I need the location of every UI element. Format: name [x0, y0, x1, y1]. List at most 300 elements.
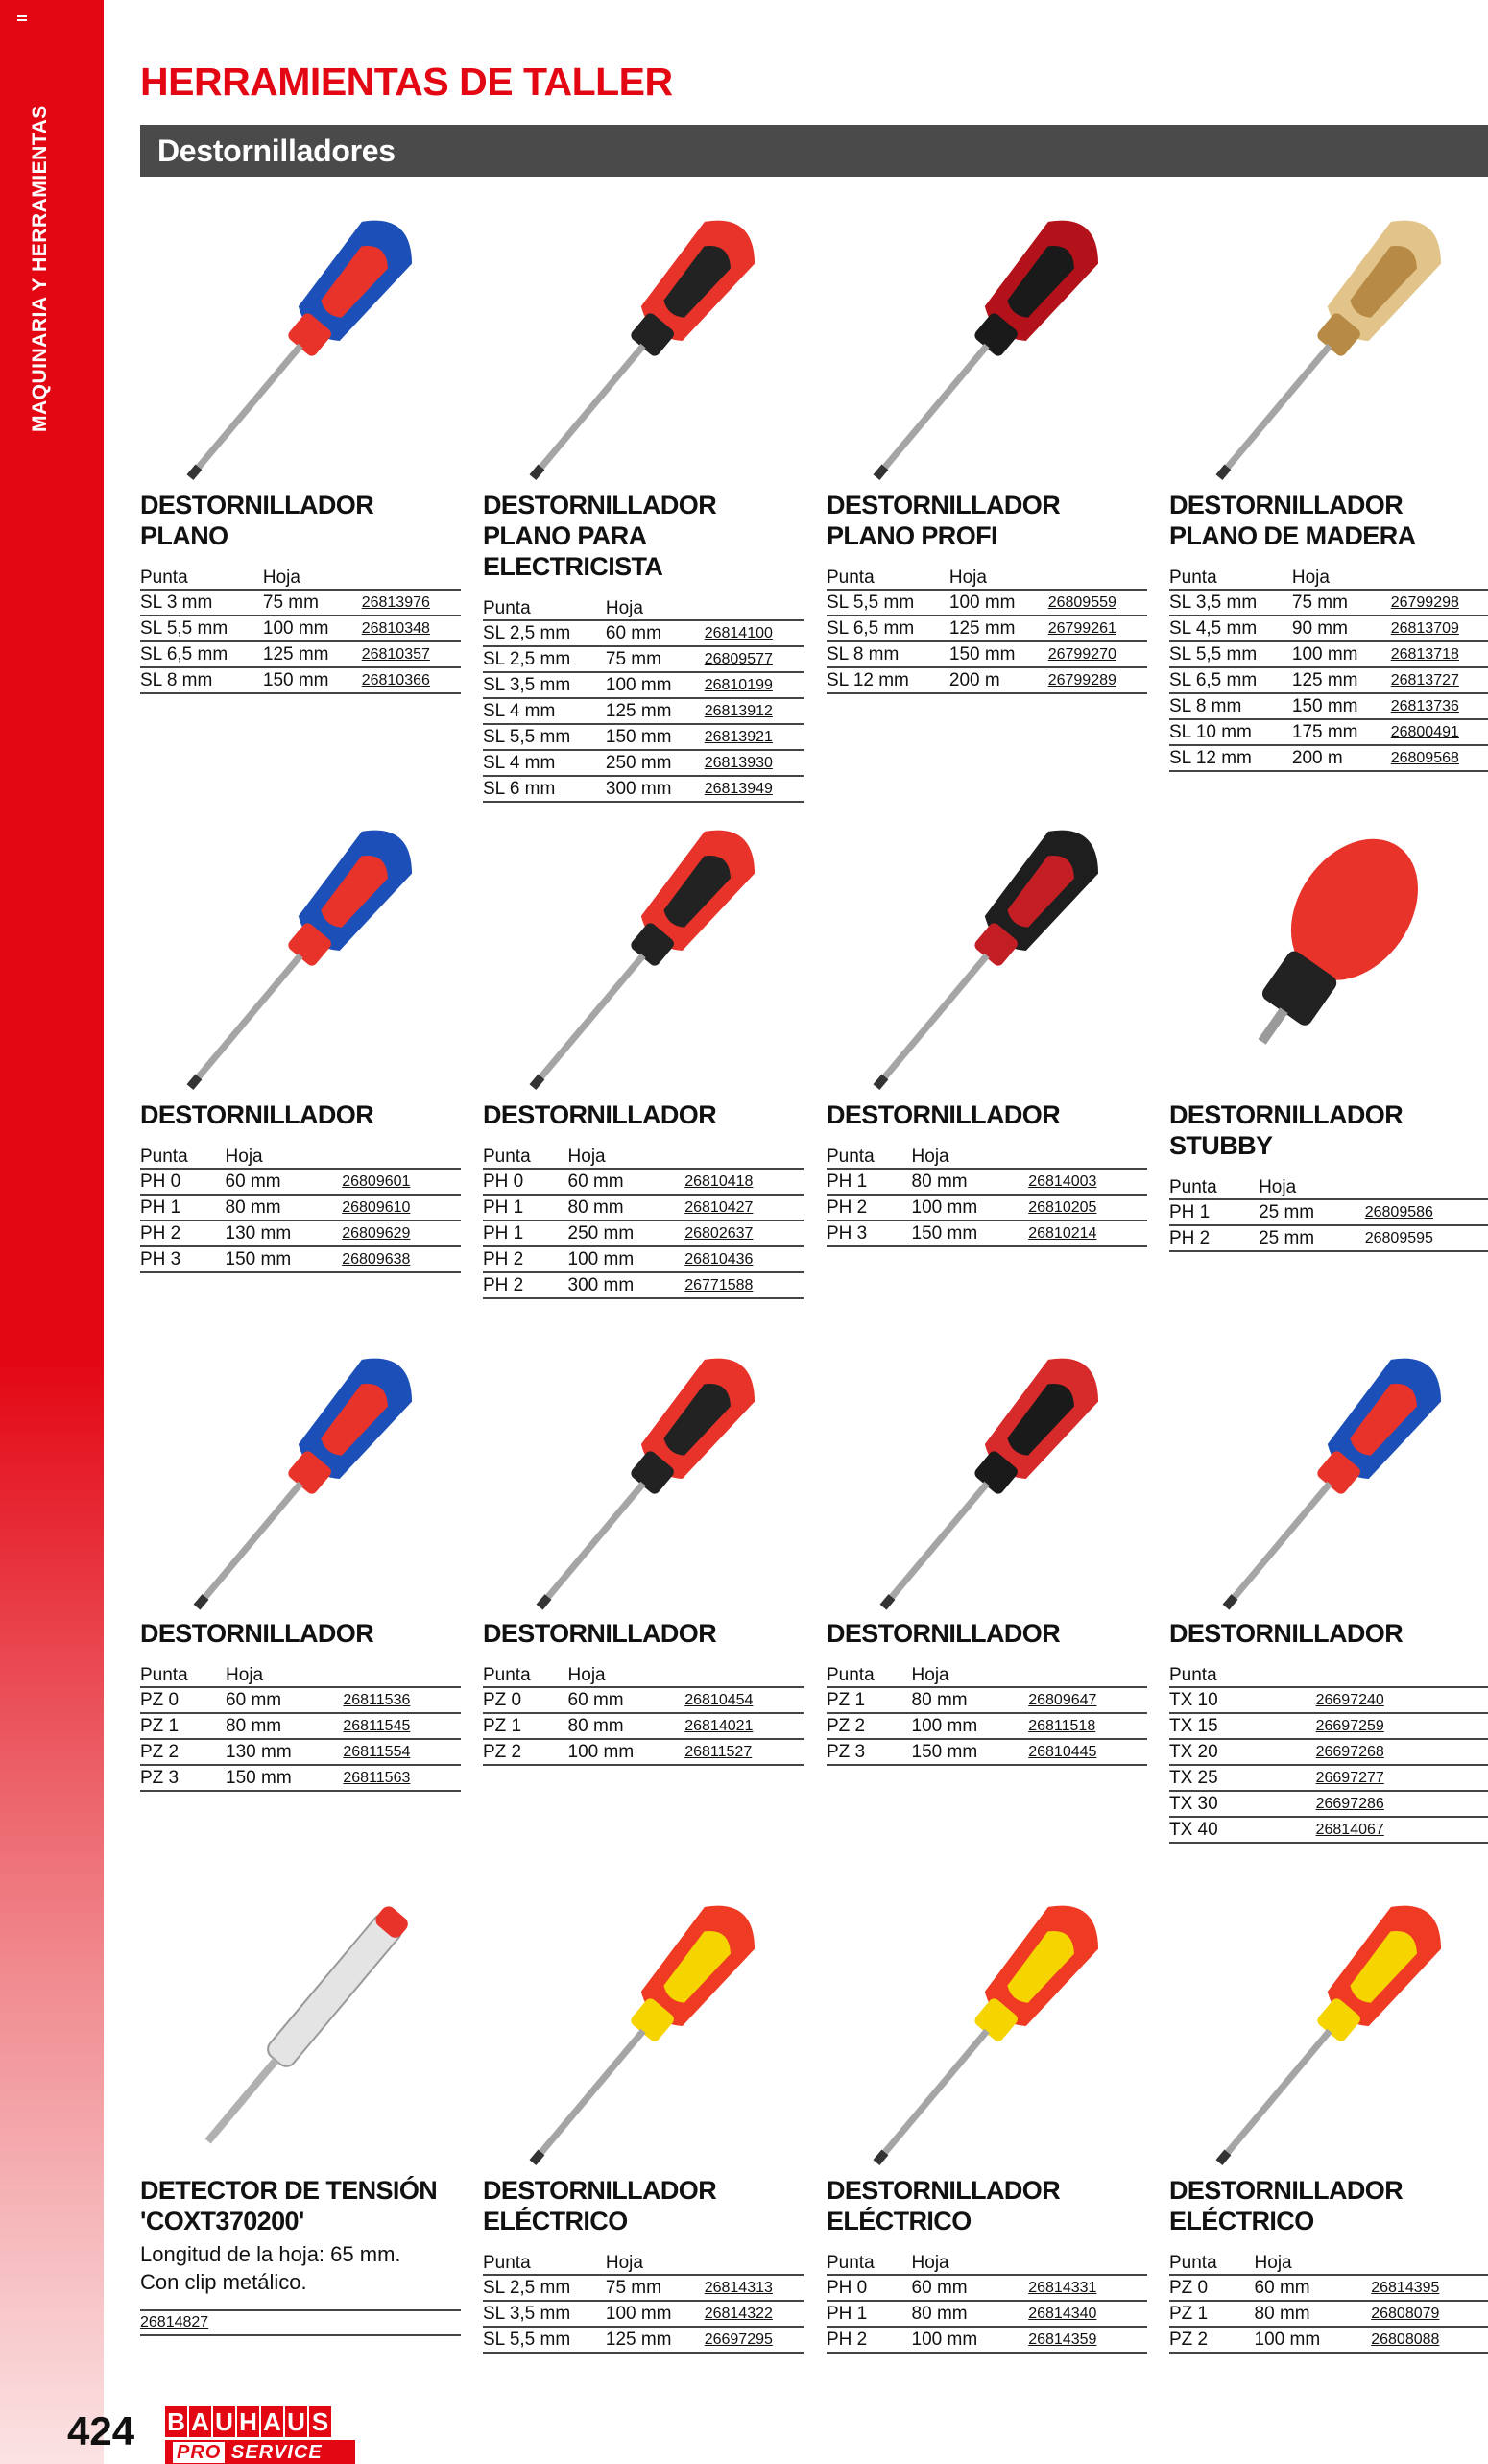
product-image	[483, 1349, 804, 1618]
menu-icon	[17, 15, 27, 21]
tip-size: PH 1	[483, 1195, 568, 1220]
page-number: 424	[67, 2408, 135, 2453]
tip-size: SL 4,5 mm	[1169, 616, 1292, 641]
blade-length: 150 mm	[912, 1220, 1025, 1246]
article-code[interactable]: 26814322	[701, 2301, 804, 2327]
spec-table	[827, 1662, 1147, 1766]
column-header: Punta	[140, 568, 188, 588]
table-row	[483, 672, 804, 698]
table-row	[483, 724, 804, 750]
article-code[interactable]: 26799270	[1044, 641, 1147, 667]
column-header: Hoja	[226, 1665, 264, 1685]
column-header	[1024, 1662, 1147, 1687]
table-row	[483, 2301, 804, 2327]
tip-size: PH 2	[140, 1220, 226, 1246]
blade-length: 80 mm	[912, 2301, 1025, 2327]
spec-table	[483, 1662, 804, 1766]
article-code[interactable]: 26814827	[140, 2309, 461, 2336]
tip-size: SL 8 mm	[827, 641, 949, 667]
product-title: DESTORNILLADOR ELÉCTRICO	[827, 2176, 1061, 2235]
logo-letter: S	[309, 2406, 331, 2437]
spec-table	[1169, 1174, 1488, 1252]
column-header: Punta	[1169, 1665, 1217, 1685]
article-code[interactable]: 26809601	[338, 1169, 461, 1195]
tip-size: SL 10 mm	[1169, 719, 1292, 745]
spec-table	[483, 595, 804, 803]
spec-table	[827, 565, 1147, 694]
product-title: DESTORNILLADOR	[1169, 1619, 1404, 1648]
tip-size: SL 6,5 mm	[140, 641, 263, 667]
column-header: Punta	[1169, 1177, 1217, 1197]
table-row	[827, 1739, 1147, 1765]
article-code[interactable]: 26771588	[681, 1272, 804, 1298]
blade-length: 100 mm	[606, 2301, 701, 2327]
article-code[interactable]: 26799289	[1044, 667, 1147, 693]
tip-size: PZ 3	[827, 1739, 912, 1765]
tip-size: PZ 1	[827, 1687, 912, 1713]
tip-size: SL 4 mm	[483, 750, 606, 776]
article-code[interactable]: 26809577	[701, 646, 804, 672]
column-header: Hoja	[911, 2253, 949, 2273]
spec-table	[827, 2250, 1147, 2354]
sidebar-label: MAQUINARIA Y HERRAMIENTAS	[29, 105, 51, 432]
blade-length: 250 mm	[568, 1220, 682, 1246]
article-code[interactable]: 26697295	[701, 2327, 804, 2353]
tip-size: SL 12 mm	[1169, 745, 1292, 771]
product-card	[1169, 1349, 1488, 1844]
table-row	[827, 1169, 1147, 1195]
tip-size: PZ 3	[140, 1765, 226, 1791]
column-header: Hoja	[262, 568, 300, 588]
side-band	[0, 0, 104, 2464]
blade-length: 75 mm	[606, 646, 701, 672]
table-row	[483, 1246, 804, 1272]
article-code[interactable]: 26811563	[339, 1765, 461, 1791]
product-image	[140, 1349, 461, 1618]
table-row	[827, 667, 1147, 693]
tip-size: PH 0	[827, 2275, 912, 2301]
article-code[interactable]: 26697277	[1312, 1765, 1488, 1791]
blade-length: 200 m	[1292, 745, 1387, 771]
column-header	[1387, 565, 1488, 590]
table-row	[140, 616, 461, 641]
article-code[interactable]: 26810199	[701, 672, 804, 698]
blade-length: 125 mm	[949, 616, 1044, 641]
column-header	[1024, 2250, 1147, 2275]
blade-length	[1295, 1817, 1312, 1843]
product-title: DESTORNILLADOR ELÉCTRICO	[483, 2176, 717, 2235]
blade-length	[1295, 1739, 1312, 1765]
article-code[interactable]: 26810214	[1024, 1220, 1147, 1246]
article-code[interactable]: 26810427	[681, 1195, 804, 1220]
table-row	[1169, 693, 1488, 719]
product-title: DESTORNILLADOR	[483, 1100, 717, 1129]
tip-size: PH 2	[827, 1195, 912, 1220]
blade-length: 125 mm	[263, 641, 358, 667]
column-header: Punta	[483, 598, 531, 618]
article-code[interactable]: 26810205	[1024, 1195, 1147, 1220]
article-code[interactable]: 26799298	[1387, 590, 1488, 616]
table-row	[1169, 1739, 1488, 1765]
tip-size: PZ 2	[483, 1739, 568, 1765]
article-code[interactable]: 26814021	[681, 1713, 804, 1739]
blade-length: 25 mm	[1259, 1199, 1361, 1225]
tip-size: SL 6,5 mm	[827, 616, 949, 641]
column-header: Punta	[827, 1147, 875, 1167]
blade-length: 300 mm	[568, 1272, 682, 1298]
blade-length: 150 mm	[263, 667, 358, 693]
table-row	[1169, 1765, 1488, 1791]
tip-size: PZ 2	[1169, 2327, 1255, 2353]
tip-size: PZ 2	[827, 1713, 912, 1739]
blade-length: 80 mm	[912, 1169, 1025, 1195]
blade-length: 150 mm	[1292, 693, 1387, 719]
product-card	[140, 811, 461, 1273]
product-image	[140, 811, 461, 1099]
article-code[interactable]: 26809610	[338, 1195, 461, 1220]
table-row	[1169, 641, 1488, 667]
product-card	[140, 1887, 461, 2336]
blade-length: 100 mm	[912, 1713, 1025, 1739]
tip-size: SL 5,5 mm	[827, 590, 949, 616]
article-code[interactable]: 26814313	[701, 2275, 804, 2301]
blade-length: 100 mm	[1292, 641, 1387, 667]
product-card	[1169, 1887, 1488, 2354]
column-header	[681, 1662, 804, 1687]
table-row	[140, 1195, 461, 1220]
column-header: Punta	[140, 1665, 188, 1685]
table-row	[483, 2327, 804, 2353]
column-header: Punta	[827, 2253, 875, 2273]
table-row	[483, 1739, 804, 1765]
product-title: DESTORNILLADOR	[140, 1100, 374, 1129]
page-title: HERRAMIENTAS DE TALLER	[140, 60, 673, 104]
article-code[interactable]: 26814067	[1312, 1817, 1488, 1843]
tip-size: SL 8 mm	[140, 667, 263, 693]
product-card	[483, 202, 804, 803]
product-image	[483, 1887, 804, 2175]
product-image	[827, 1349, 1147, 1618]
article-code[interactable]: 26811527	[681, 1739, 804, 1765]
article-code[interactable]: 26813736	[1387, 693, 1488, 719]
article-code[interactable]: 26810436	[681, 1246, 804, 1272]
tip-size: PH 0	[483, 1169, 568, 1195]
column-header	[1044, 565, 1147, 590]
product-card	[483, 811, 804, 1299]
product-image	[1169, 811, 1488, 1099]
table-row	[827, 616, 1147, 641]
tip-size: SL 5,5 mm	[1169, 641, 1292, 667]
blade-length: 75 mm	[263, 590, 358, 616]
spec-table	[483, 1144, 804, 1299]
column-header: Punta	[140, 1147, 188, 1167]
tip-size: SL 12 mm	[827, 667, 949, 693]
article-code[interactable]: 26814003	[1024, 1169, 1147, 1195]
blade-length: 80 mm	[568, 1713, 682, 1739]
blade-length: 300 mm	[606, 776, 701, 802]
article-code[interactable]: 26814331	[1024, 2275, 1147, 2301]
product-description: Con clip metálico.	[140, 2270, 307, 2294]
product-card	[827, 1887, 1147, 2354]
table-row	[827, 2327, 1147, 2353]
table-row	[140, 1713, 461, 1739]
product-card	[1169, 202, 1488, 772]
tip-size: PZ 1	[1169, 2301, 1255, 2327]
article-code[interactable]: 26697286	[1312, 1791, 1488, 1817]
blade-length: 100 mm	[568, 1246, 682, 1272]
tip-size: TX 15	[1169, 1713, 1295, 1739]
column-header	[701, 2250, 804, 2275]
table-row	[483, 776, 804, 802]
column-header: Punta	[1169, 2253, 1217, 2273]
product-card	[140, 202, 461, 694]
product-card	[483, 1349, 804, 1766]
blade-length: 60 mm	[568, 1687, 682, 1713]
blade-length: 200 m	[949, 667, 1044, 693]
article-code[interactable]: 26813727	[1387, 667, 1488, 693]
article-code[interactable]: 26813976	[358, 590, 461, 616]
section-title: Destornilladores	[140, 125, 1488, 177]
table-row	[140, 667, 461, 693]
table-row	[827, 1220, 1147, 1246]
blade-length	[1295, 1765, 1312, 1791]
brand-logo: B A U H A U S PRO SERVICE	[165, 2406, 357, 2464]
column-header: Hoja	[1259, 1177, 1297, 1197]
table-row	[1169, 1687, 1488, 1713]
article-code[interactable]: 26814395	[1367, 2275, 1488, 2301]
article-code[interactable]: 26813912	[701, 698, 804, 724]
tip-size: SL 8 mm	[1169, 693, 1292, 719]
blade-length: 125 mm	[606, 2327, 701, 2353]
blade-length: 150 mm	[226, 1246, 339, 1272]
table-row	[140, 1739, 461, 1765]
column-header	[338, 1144, 461, 1169]
tip-size: PZ 0	[1169, 2275, 1255, 2301]
blade-length: 60 mm	[568, 1169, 682, 1195]
article-code[interactable]: 26697259	[1312, 1713, 1488, 1739]
tip-size: PZ 2	[140, 1739, 226, 1765]
table-row	[483, 698, 804, 724]
blade-length: 80 mm	[1255, 2301, 1368, 2327]
product-title: DESTORNILLADOR PLANO	[140, 491, 374, 550]
blade-length: 130 mm	[226, 1739, 339, 1765]
table-row	[1169, 1791, 1488, 1817]
column-header: Hoja	[605, 2253, 643, 2273]
article-code[interactable]: 26809568	[1387, 745, 1488, 771]
tip-size: PH 3	[140, 1246, 226, 1272]
spec-table	[483, 2250, 804, 2354]
column-header: Hoja	[1254, 2253, 1292, 2273]
tip-size: PH 1	[827, 2301, 912, 2327]
spec-table	[140, 1144, 461, 1273]
column-header: Hoja	[225, 1147, 263, 1167]
blade-length: 100 mm	[568, 1739, 682, 1765]
tip-size: PH 2	[827, 2327, 912, 2353]
product-card	[827, 811, 1147, 1247]
column-header: Punta	[483, 2253, 531, 2273]
tip-size: PH 0	[140, 1169, 226, 1195]
product-title: DETECTOR DE TENSIÓN 'COXT370200'	[140, 2176, 438, 2235]
table-row	[827, 1687, 1147, 1713]
spec-table	[140, 1662, 461, 1792]
logo-letter: U	[213, 2406, 235, 2437]
tip-size: SL 6 mm	[483, 776, 606, 802]
article-code[interactable]: 26802637	[681, 1220, 804, 1246]
article-code[interactable]: 26809638	[338, 1246, 461, 1272]
article-code[interactable]: 26813709	[1387, 616, 1488, 641]
article-code[interactable]: 26811536	[339, 1687, 461, 1713]
tip-size: SL 6,5 mm	[1169, 667, 1292, 693]
product-image	[1169, 202, 1488, 490]
product-title: DESTORNILLADOR STUBBY	[1169, 1100, 1404, 1160]
blade-length: 80 mm	[226, 1713, 339, 1739]
blade-length	[1295, 1713, 1312, 1739]
article-code[interactable]: 26810454	[681, 1687, 804, 1713]
column-header: Hoja	[948, 568, 987, 588]
spec-table	[1169, 2250, 1488, 2354]
tip-size: PH 2	[483, 1272, 568, 1298]
article-code[interactable]: 26814100	[701, 620, 804, 646]
blade-length: 60 mm	[1255, 2275, 1368, 2301]
column-header: Hoja	[911, 1665, 949, 1685]
product-title: DESTORNILLADOR	[827, 1619, 1061, 1648]
article-code[interactable]: 26809647	[1024, 1687, 1147, 1713]
table-row	[140, 641, 461, 667]
table-row	[483, 1195, 804, 1220]
logo-letter: B	[165, 2406, 187, 2437]
article-code[interactable]: 26813718	[1387, 641, 1488, 667]
tip-size: SL 3 mm	[140, 590, 263, 616]
tip-size: SL 5,5 mm	[483, 2327, 606, 2353]
table-row	[1169, 667, 1488, 693]
blade-length: 100 mm	[912, 2327, 1025, 2353]
tip-size: PH 1	[827, 1169, 912, 1195]
column-header: Punta	[483, 1665, 531, 1685]
product-card	[140, 1349, 461, 1792]
product-image	[483, 811, 804, 1099]
table-row	[140, 1169, 461, 1195]
article-code[interactable]: 26809629	[338, 1220, 461, 1246]
column-header	[358, 565, 461, 590]
article-code[interactable]: 26813930	[701, 750, 804, 776]
blade-length: 60 mm	[226, 1687, 339, 1713]
article-code[interactable]: 26808079	[1367, 2301, 1488, 2327]
product-image	[827, 1887, 1147, 2175]
tip-size: PH 1	[140, 1195, 226, 1220]
article-code[interactable]: 26800491	[1387, 719, 1488, 745]
blade-length: 150 mm	[949, 641, 1044, 667]
column-header	[1312, 1662, 1488, 1687]
table-row	[1169, 1225, 1488, 1251]
product-title: DESTORNILLADOR	[827, 1100, 1061, 1129]
tip-size: TX 25	[1169, 1765, 1295, 1791]
column-header: Hoja	[1291, 568, 1330, 588]
column-header: Punta	[1169, 568, 1217, 588]
table-row	[483, 1272, 804, 1298]
blade-length: 150 mm	[606, 724, 701, 750]
article-code[interactable]: 26810357	[358, 641, 461, 667]
tip-size: PH 2	[1169, 1225, 1259, 1251]
spec-table	[827, 1144, 1147, 1247]
blade-length: 100 mm	[949, 590, 1044, 616]
blade-length: 150 mm	[912, 1739, 1025, 1765]
product-image	[1169, 1349, 1488, 1618]
article-code[interactable]: 26810348	[358, 616, 461, 641]
blade-length: 100 mm	[263, 616, 358, 641]
article-code[interactable]: 26809595	[1361, 1225, 1488, 1251]
table-row	[140, 590, 461, 616]
tip-size: TX 20	[1169, 1739, 1295, 1765]
product-title: DESTORNILLADOR	[483, 1619, 717, 1648]
blade-length	[1295, 1791, 1312, 1817]
article-code[interactable]: 26810445	[1024, 1739, 1147, 1765]
article-code[interactable]: 26808088	[1367, 2327, 1488, 2353]
product-card	[483, 1887, 804, 2354]
product-image	[140, 1887, 461, 2175]
article-code[interactable]: 26810418	[681, 1169, 804, 1195]
article-code[interactable]: 26813949	[701, 776, 804, 802]
column-header: Punta	[483, 1147, 531, 1167]
table-row	[1169, 2275, 1488, 2301]
column-header: Hoja	[911, 1147, 949, 1167]
tip-size: TX 40	[1169, 1817, 1295, 1843]
tip-size: PZ 0	[140, 1687, 226, 1713]
tip-size: SL 2,5 mm	[483, 646, 606, 672]
column-header: Punta	[827, 1665, 875, 1685]
logo-letter: U	[285, 2406, 307, 2437]
table-row	[483, 750, 804, 776]
article-code[interactable]: 26809586	[1361, 1199, 1488, 1225]
article-code[interactable]: 26799261	[1044, 616, 1147, 641]
product-image	[140, 202, 461, 490]
product-card	[827, 1349, 1147, 1766]
column-header: Hoja	[605, 598, 643, 618]
column-header: Hoja	[567, 1665, 606, 1685]
article-code[interactable]: 26813921	[701, 724, 804, 750]
product-title: DESTORNILLADOR PLANO PARA ELECTRICISTA	[483, 491, 717, 581]
logo-letter: A	[189, 2406, 211, 2437]
tip-size: PZ 1	[483, 1713, 568, 1739]
article-code[interactable]: 26697240	[1312, 1687, 1488, 1713]
article-code[interactable]: 26814340	[1024, 2301, 1147, 2327]
tip-size: PH 3	[827, 1220, 912, 1246]
blade-length: 25 mm	[1259, 1225, 1361, 1251]
table-row	[483, 646, 804, 672]
table-row	[827, 1713, 1147, 1739]
blade-length: 60 mm	[912, 2275, 1025, 2301]
spec-table	[1169, 1662, 1488, 1844]
product-title: DESTORNILLADOR ELÉCTRICO	[1169, 2176, 1404, 2235]
article-code[interactable]: 26811545	[339, 1713, 461, 1739]
tip-size: PH 1	[483, 1220, 568, 1246]
tip-size: PZ 0	[483, 1687, 568, 1713]
tip-size: PH 1	[1169, 1199, 1259, 1225]
article-code[interactable]: 26814359	[1024, 2327, 1147, 2353]
tip-size: SL 5,5 mm	[483, 724, 606, 750]
spec-table	[140, 565, 461, 694]
article-code[interactable]: 26697268	[1312, 1739, 1488, 1765]
article-code[interactable]: 26811554	[339, 1739, 461, 1765]
blade-length: 150 mm	[226, 1765, 339, 1791]
product-title: DESTORNILLADOR PLANO PROFI	[827, 491, 1061, 550]
column-header	[339, 1662, 461, 1687]
blade-length: 75 mm	[606, 2275, 701, 2301]
article-code[interactable]: 26811518	[1024, 1713, 1147, 1739]
table-row	[1169, 2327, 1488, 2353]
blade-length: 100 mm	[606, 672, 701, 698]
article-code[interactable]: 26810366	[358, 667, 461, 693]
article-code[interactable]: 26809559	[1044, 590, 1147, 616]
